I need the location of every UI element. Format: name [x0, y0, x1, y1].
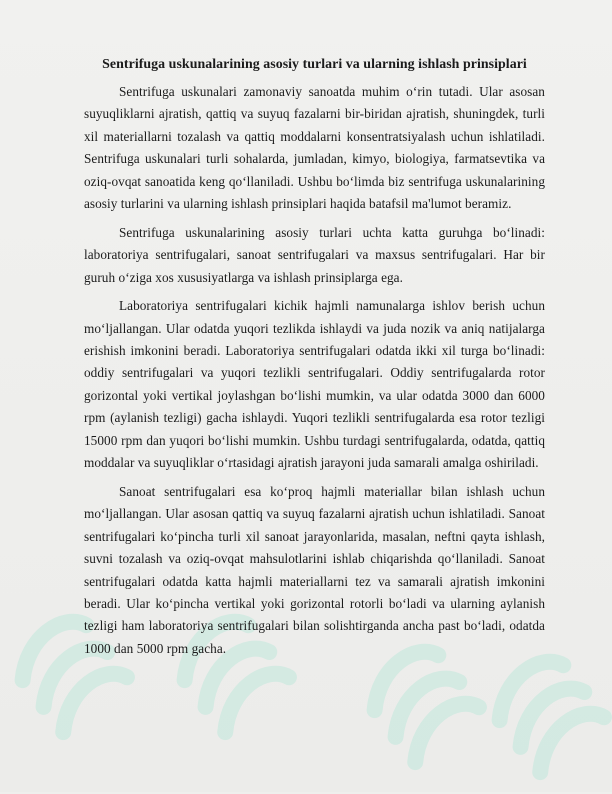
document-paragraph: Sentrifuga uskunalarining asosiy turlari uchta katta guruhga bo‘linadi: laboratoriya sentrifugalari, sanoat sentrifugalari va maxsus sentrifugalari. Har bir guruh o‘ziga xos xususiyatlarga va ishlash prinsiplarga ega.	[84, 224, 545, 285]
document-paragraph: Sentrifuga uskunalari zamonaviy sanoatda muhim o‘rin tutadi. Ular asosan suyuqliklarni ajratish, qattiq va suyuq fazalarni bir-biridan ajratish, shuningdek, turli xil materiallarni tozalash va qattiq moddalarni konsentratsiyalash uchun ishlatiladi. Sentrifuga uskunalari turli sohalarda, jumladan, kimyo, biologiya, farmatsevtika va oziq-ovqat sanoatida keng qo‘llaniladi. Ushbu bo‘limda biz sentrifuga uskunalarining asosiy turlarini va ularning ishlash prinsiplari haqida batafsil ma'lumot beramiz.	[84, 84, 545, 212]
document-content	[84, 56, 545, 666]
document-title: Sentrifuga uskunalarining asosiy turlari va ularning ishlash prinsiplari	[102, 57, 527, 72]
document-paragraph: Laboratoriya sentrifugalari kichik hajmli namunalarga ishlov berish uchun mo‘ljallangan. Ular odatda yuqori tezlikda ishlaydi va juda nozik va aniq natijalarga erishish imkonini beradi. Laboratoriya sentrifugalari odatda ikki xil turga bo‘linadi: oddiy sentrifugalari va yuqori tezlikli sentrifugalari. Oddiy sentrifugalarda rotor gorizontal yoki vertikal joylashgan bo‘lishi mumkin, va ular odatda 3000 dan 6000 rpm (aylanish tezligi) gacha ishlaydi. Yuqori tezlikli sentrifugalarda esa rotor tezligi 15000 rpm dan yuqori bo‘lishi mumkin. Ushbu turdagi sentrifugalarda, odatda, qattiq moddalar va suyuqliklar o‘rtasidagi ajratish jarayoni juda samarali amalga oshiriladi.	[84, 298, 545, 471]
document-paragraph: Sanoat sentrifugalari esa ko‘proq hajmli materiallar bilan ishlash uchun mo‘ljallangan. Ular asosan qattiq va suyuq fazalarni ajratish uchun ishlatiladi. Sanoat sentrifugalari ko‘pincha turli xil sanoat jarayonlarida, masalan, neftni qayta ishlash, suvni tozalash va oziq-ovqat mahsulotlarini ishlab chiqarishda qo‘llaniladi. Sanoat sentrifugalari odatda katta hajmli materiallarni tez va samarali ajratish imkonini beradi. Ular ko‘pincha vertikal yoki gorizontal rotorli bo‘ladi va ularning aylanish tezligi ham laboratoriya sentrifugalari bilan solishtirganda ancha past bo‘ladi, odatda 1000 dan 5000 rpm gacha.	[84, 483, 545, 656]
